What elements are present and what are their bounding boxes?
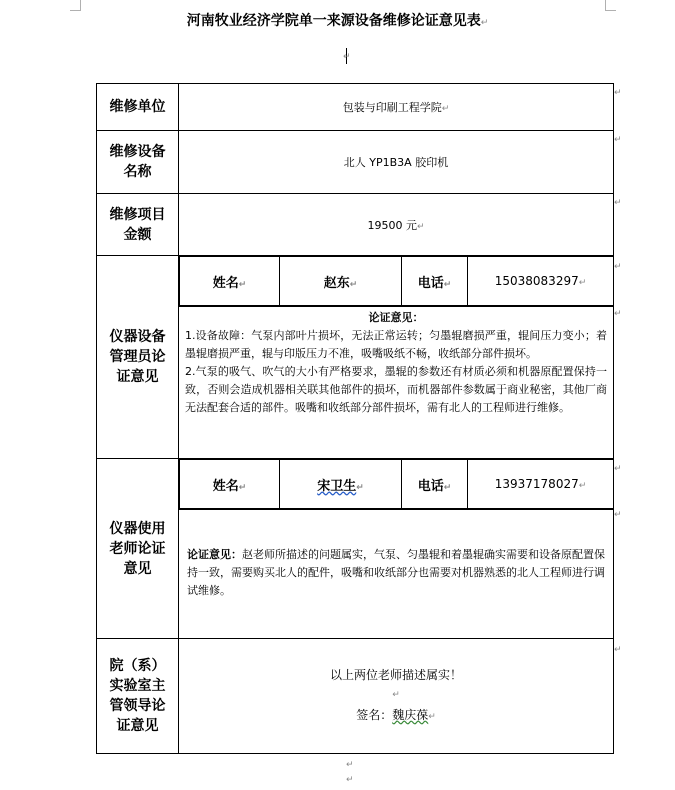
- teacher-name-label: [180, 460, 280, 509]
- value-equipment[interactable]: [179, 131, 614, 194]
- admin-name[interactable]: [280, 257, 402, 306]
- admin-name-label: [180, 257, 280, 306]
- admin-opinion-title: 论证意见：: [368, 311, 424, 324]
- admin-opinion-2: 2.气泵的吸气、吹气的大小有严格要求，墨辊的参数还有材质必须和机器原配置保持一致，否则会造成机器相关联其他部件的损坏，而机器部件参数属于商业秘密，其他厂商无法配套合适的部件。吸嘴和收纸部分部件损坏，需有北人的工程师进行维修。: [185, 365, 607, 414]
- teacher-cell: [179, 459, 614, 639]
- name-label-text: 姓名: [212, 478, 239, 494]
- teacher-phone-label: [402, 460, 468, 509]
- document-title: [0, 10, 675, 30]
- amount-text: 19500 元: [367, 218, 417, 232]
- paragraph-mark-icon: ↵: [346, 775, 354, 785]
- teacher-opinion[interactable]: [179, 509, 613, 600]
- admin-phone[interactable]: [468, 257, 614, 306]
- row-end-mark-icon: ↵: [614, 262, 622, 272]
- paragraph-mark-icon: ↵: [349, 279, 358, 290]
- label-director: 院（系）实验室主管领导论证意见: [97, 639, 179, 754]
- unit-text: 包装与印刷工程学院: [342, 101, 442, 114]
- paragraph-mark-icon: ↵: [443, 482, 452, 493]
- row-unit: [97, 84, 614, 131]
- paragraph-mark-icon: ↵: [238, 482, 247, 493]
- admin-phone-label: [402, 257, 468, 306]
- row-end-mark-icon: ↵: [614, 510, 622, 520]
- paragraph-mark-icon: ↵: [343, 52, 351, 62]
- name-label-text: 姓名: [212, 275, 239, 291]
- admin-opinion[interactable]: [179, 306, 613, 417]
- paragraph-mark-icon: ↵: [441, 104, 450, 114]
- teacher-opinion-text: 赵老师所描述的问题属实，气泵、匀墨辊和着墨辊确实需要和设备原配置保持一致，需要购买北人的配件，吸嘴和收纸部分也需要对机器熟悉的北人工程师进行调试维修。: [187, 548, 605, 597]
- phone-label-text: 电话: [417, 275, 444, 291]
- row-end-mark-icon: ↵: [614, 645, 622, 655]
- sign-name: 魏庆葆: [392, 708, 429, 722]
- teacher-name-text: 宋卫生: [317, 478, 357, 494]
- admin-contact-table: [179, 256, 613, 306]
- row-end-mark-icon: ↵: [614, 88, 622, 98]
- row-amount: [97, 194, 614, 256]
- sign-label: 签名：: [356, 708, 393, 722]
- label-unit: 维修单位: [97, 84, 179, 131]
- teacher-name[interactable]: [280, 460, 402, 509]
- equipment-text: 北人 YP1B3A 胶印机: [343, 156, 449, 169]
- phone-label-text: 电话: [417, 478, 444, 494]
- label-teacher: 仪器使用老师论证意见: [97, 459, 179, 639]
- director-signature: [179, 705, 613, 727]
- row-end-mark-icon: ↵: [614, 309, 622, 319]
- paragraph-mark-icon: ↵: [443, 279, 452, 290]
- row-end-mark-icon: ↵: [614, 135, 622, 145]
- row-end-mark-icon: ↵: [614, 198, 622, 208]
- row-teacher: [97, 459, 614, 639]
- paragraph-mark-icon: ↵: [416, 221, 425, 232]
- row-equipment: [97, 131, 614, 194]
- admin-opinion-1: 1.设备故障：气泵内部叶片损坏，无法正常运转；匀墨辊磨损严重，辊间压力变小；着墨辊磨损严重，辊与印版压力不准，吸嘴吸纸不畅，收纸部分部件损坏。: [185, 329, 607, 360]
- value-amount[interactable]: [179, 194, 614, 256]
- title-text: 河南牧业经济学院单一来源设备维修论证意见表: [186, 13, 481, 29]
- paragraph-mark-icon: ↵: [578, 278, 587, 288]
- value-unit[interactable]: [179, 84, 614, 131]
- paragraph-mark-icon: ↵: [238, 279, 247, 290]
- teacher-phone[interactable]: [468, 460, 614, 509]
- admin-name-text: 赵东: [323, 275, 350, 291]
- row-director: [97, 639, 614, 754]
- label-amount: 维修项目金额: [97, 194, 179, 256]
- teacher-phone-text: 13937178027: [494, 477, 579, 491]
- director-cell[interactable]: [179, 639, 614, 754]
- paragraph-mark-icon: ↵: [578, 481, 587, 491]
- director-statement: 以上两位老师描述属实！: [329, 668, 462, 682]
- label-admin: 仪器设备管理员论证意见: [97, 256, 179, 459]
- paragraph-mark-icon: ↵: [356, 482, 364, 493]
- paragraph-mark-icon: ↵: [428, 712, 436, 722]
- admin-phone-text: 15038083297: [494, 274, 579, 288]
- teacher-opinion-title: 论证意见：: [187, 548, 242, 561]
- row-admin: [97, 256, 614, 459]
- argument-form-table: [96, 83, 614, 754]
- row-end-mark-icon: ↵: [614, 464, 622, 474]
- label-equipment: 维修设备名称: [97, 131, 179, 194]
- paragraph-mark-icon: ↵: [480, 18, 489, 28]
- paragraph-mark-icon: ↵: [392, 690, 400, 700]
- paragraph-mark-icon: ↵: [346, 760, 354, 770]
- admin-cell: [179, 256, 614, 459]
- teacher-contact-table: [179, 459, 613, 509]
